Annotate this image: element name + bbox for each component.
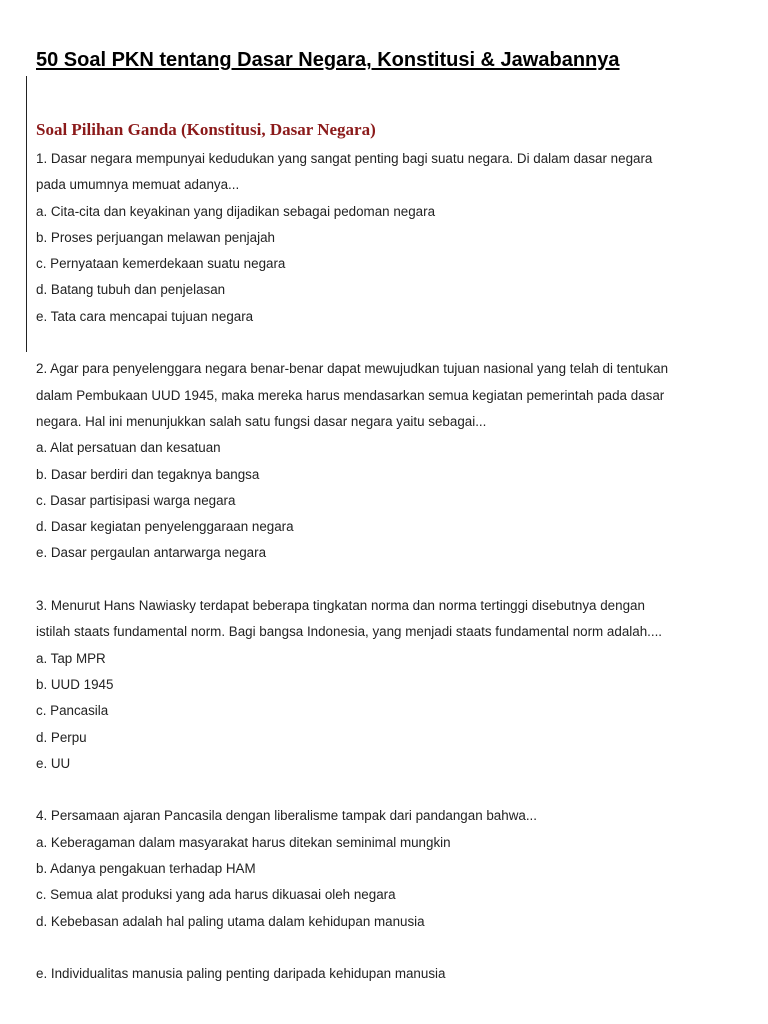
answer-option-a: a. Alat persatuan dan kesatuan — [36, 440, 221, 456]
answer-option-b: b. Adanya pengakuan terhadap HAM — [36, 861, 256, 877]
question-4 — [36, 803, 736, 987]
answer-option-e: e. Tata cara mencapai tujuan negara — [36, 308, 254, 324]
question-text-line: istilah staats fundamental norm. Bagi bangsa Indonesia, yang menjadi staats fundamental norm adalah.... — [36, 624, 663, 640]
question-list — [36, 146, 736, 1014]
question-text-line: pada umumnya memuat adanya... — [36, 177, 240, 193]
answer-option-e: e. Dasar pergaulan antarwarga negara — [36, 545, 267, 561]
question-3 — [36, 593, 736, 777]
question-2 — [36, 356, 736, 566]
answer-option-a: a. Keberagaman dalam masyarakat harus ditekan seminimal mungkin — [36, 834, 451, 850]
question-text-line: 4. Persamaan ajaran Pancasila dengan liberalisme tampak dari pandangan bahwa... — [36, 808, 537, 824]
answer-option-a: a. Cita-cita dan keyakinan yang dijadikan sebagai pedoman negara — [36, 203, 436, 219]
question-text-line: 2. Agar para penyelenggara negara benar-benar dapat mewujudkan tujuan nasional yang telah di tentukan — [36, 361, 669, 377]
question-text-line: 1. Dasar negara mempunyai kedudukan yang sangat penting bagi suatu negara. Di dalam dasar negara — [36, 151, 653, 166]
answer-option-d: d. Kebebasan adalah hal paling utama dalam kehidupan manusia — [36, 913, 425, 929]
answer-option-b: b. Dasar berdiri dan tegaknya bangsa — [36, 466, 260, 482]
answer-option-d: d. Dasar kegiatan penyelenggaraan negara — [36, 519, 294, 535]
answer-option-c: c. Pernyataan kemerdekaan suatu negara — [36, 256, 286, 272]
answer-option-d: d. Batang tubuh dan penjelasan — [36, 282, 226, 298]
answer-option-b: b. Proses perjuangan melawan penjajah — [36, 229, 275, 245]
question-text-line: dalam Pembukaan UUD 1945, maka mereka harus mendasarkan semua kegiatan pemerintah pada dasar — [36, 387, 665, 403]
question-text-line: 3. Menurut Hans Nawiasky terdapat beberapa tingkatan norma dan norma tertinggi disebutnya dengan — [36, 598, 645, 614]
left-margin-rule — [26, 76, 27, 352]
answer-option-e: e. Individualitas manusia paling penting daripada kehidupan manusia — [36, 966, 446, 982]
answer-option-e: e. UU — [36, 755, 71, 771]
answer-option-b: b. UUD 1945 — [36, 676, 114, 692]
answer-option-d: d. Perpu — [36, 729, 87, 745]
answer-option-c: c. Dasar partisipasi warga negara — [36, 492, 236, 508]
document-title: 50 Soal PKN tentang Dasar Negara, Konstitusi & Jawabannya — [36, 49, 620, 71]
question-1 — [36, 146, 736, 330]
section-heading: Soal Pilihan Ganda (Konstitusi, Dasar Negara) — [36, 120, 376, 139]
answer-option-c: c. Semua alat produksi yang ada harus dikuasai oleh negara — [36, 887, 396, 903]
answer-option-a: a. Tap MPR — [36, 650, 106, 666]
question-text-line: negara. Hal ini menunjukkan salah satu fungsi dasar negara yaitu sebagai... — [36, 413, 487, 429]
answer-option-c: c. Pancasila — [36, 703, 109, 719]
